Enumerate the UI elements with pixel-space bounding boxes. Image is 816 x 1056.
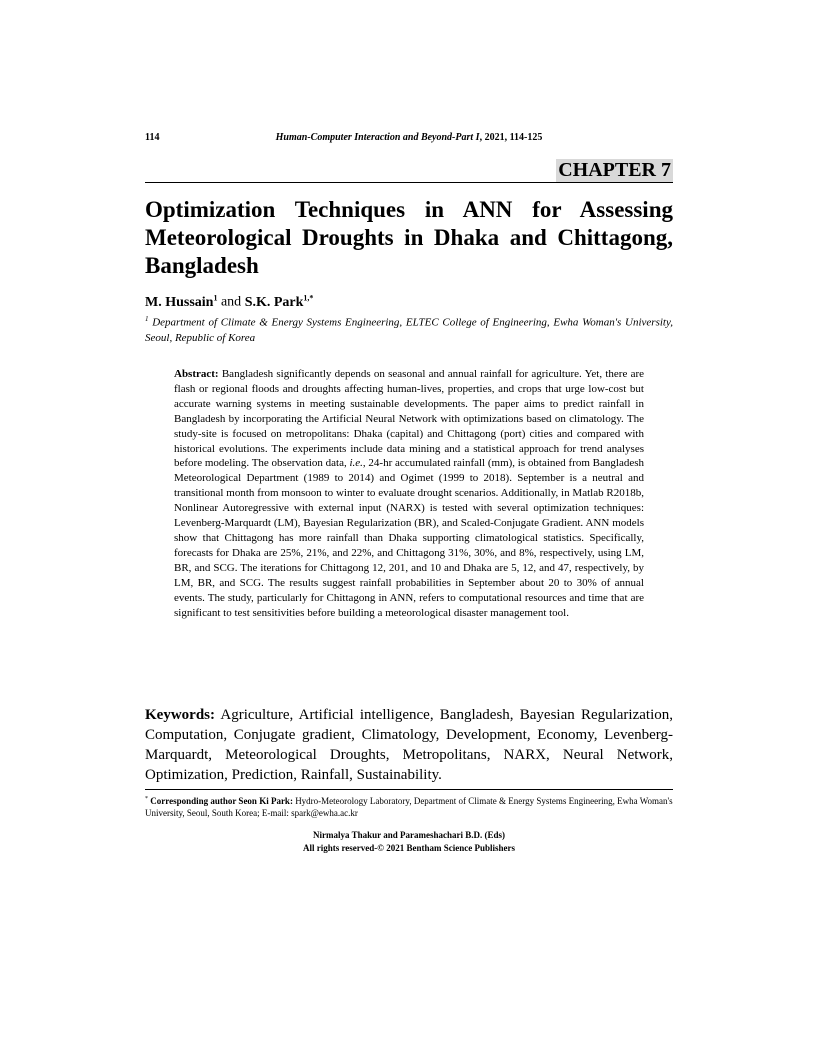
footnote-mark: * bbox=[145, 796, 148, 802]
running-head bbox=[145, 132, 673, 148]
abstract-label: Abstract: bbox=[174, 368, 219, 380]
journal-name: Human-Computer Interaction and Beyond-Part I bbox=[275, 132, 480, 143]
footnote-rule bbox=[145, 789, 673, 790]
author-affiliation-mark: 1,* bbox=[303, 293, 314, 302]
chapter-label: CHAPTER 7 bbox=[558, 159, 671, 181]
affiliation-text: Department of Climate & Energy Systems Engineering, ELTEC College of Engineering, Ewha Woman's University, Seoul, Republic of Korea bbox=[145, 316, 673, 344]
journal-years: , 2021, 114-125 bbox=[479, 132, 543, 143]
footnote-text: Hydro-Meteorology Laboratory, Department of Climate & Energy Systems Engineering, Ewha Woman's University, Seoul, South Korea; E-mail: spark@ewha.ac.kr bbox=[145, 796, 673, 818]
editors-line: Nirmalya Thakur and Parameshachari B.D. (Eds) bbox=[313, 830, 505, 840]
abstract bbox=[174, 367, 644, 620]
copyright-line: All rights reserved-© 2021 Bentham Science Publishers bbox=[302, 843, 516, 853]
keywords-text: Agriculture, Artificial intelligence, Bangladesh, Bayesian Regularization, Computation, Conjugate gradient, Climatology, Development, Economy, Levenberg-Marquardt, Meteorological Droughts, Metropolitans, NARX, Neural Network, Optimization, Prediction, Rainfall, Sustainability. bbox=[145, 707, 673, 783]
chapter-heading bbox=[556, 159, 673, 182]
journal-citation bbox=[145, 132, 673, 143]
editors-block bbox=[145, 829, 673, 855]
abstract-text-continued: , 24-hr accumulated rainfall (mm), is obtained from Bangladesh Meteorological Department (1989 to 2014) and Ogimet (1999 to 2018). September is a neutral and transitional month from monsoon to winter to evaluate drought scenarios. Additionally, in Matlab R2018b, Nonlinear Autoregressive with external input (NARX) is tested with several optimization techniques: Levenberg-Marquardt (LM), Bayesian Regularization (BR), and Scaled-Conjugate Gradient. ANN models show that Chittagong has more rainfall than Dhaka supporting climatological statistics. Specifically, forecasts for Dhaka are 25%, 21%, and 22%, and Chittagong 31%, 30%, and 8%, respectively, using LM, BR, and SCG. The iterations for Chittagong 12, 201, and 10 and Dhaka are 5, 12, and 47, respectively, by LM, BR, and SCG. The results suggest rainfall probabilities in September about 20 to 30% of annual events. The study, particularly for Chittagong in ANN, refers to computational resources and time that are significant to test sensitivities before building a meteorological disaster management tool. bbox=[174, 457, 644, 619]
keywords bbox=[145, 705, 673, 785]
footnote-label: Corresponding author Seon Ki Park: bbox=[148, 796, 293, 806]
keywords-label: Keywords: bbox=[145, 707, 215, 723]
article-title: Optimization Techniques in ANN for Assessing Meteorological Droughts in Dhaka and Chittagong, Bangladesh bbox=[145, 197, 673, 278]
affiliation bbox=[145, 312, 673, 346]
abstract-ie: i.e. bbox=[349, 457, 363, 470]
chapter-rule bbox=[145, 182, 673, 183]
author-connector: and bbox=[217, 294, 245, 310]
abstract-text: Bangladesh significantly depends on seasonal and annual rainfall for agriculture. Yet, there are flash or regional floods and droughts affecting human-lives, properties, and crops that urge low-cost but accurate warning systems in meeting sustainable developments. The paper aims to predict rainfall in Bangladesh by incorporating the Artificial Neural Network with optimizations based on climatology. The study-site is focused on metropolitans: Dhaka (capital) and Chittagong (port) cities and compared with historical evolutions. The experiments include data mining and a statistical approach for trend analyses before modeling. The observation data, bbox=[174, 368, 644, 470]
author-affiliation-mark: 1 bbox=[213, 293, 218, 302]
author-name: M. Hussain bbox=[145, 294, 214, 310]
corresponding-author-footnote bbox=[145, 793, 673, 819]
author-line bbox=[145, 289, 313, 312]
page-number: 114 bbox=[145, 132, 160, 143]
author-name: S.K. Park bbox=[244, 294, 304, 310]
affiliation-mark: 1 bbox=[145, 315, 149, 323]
